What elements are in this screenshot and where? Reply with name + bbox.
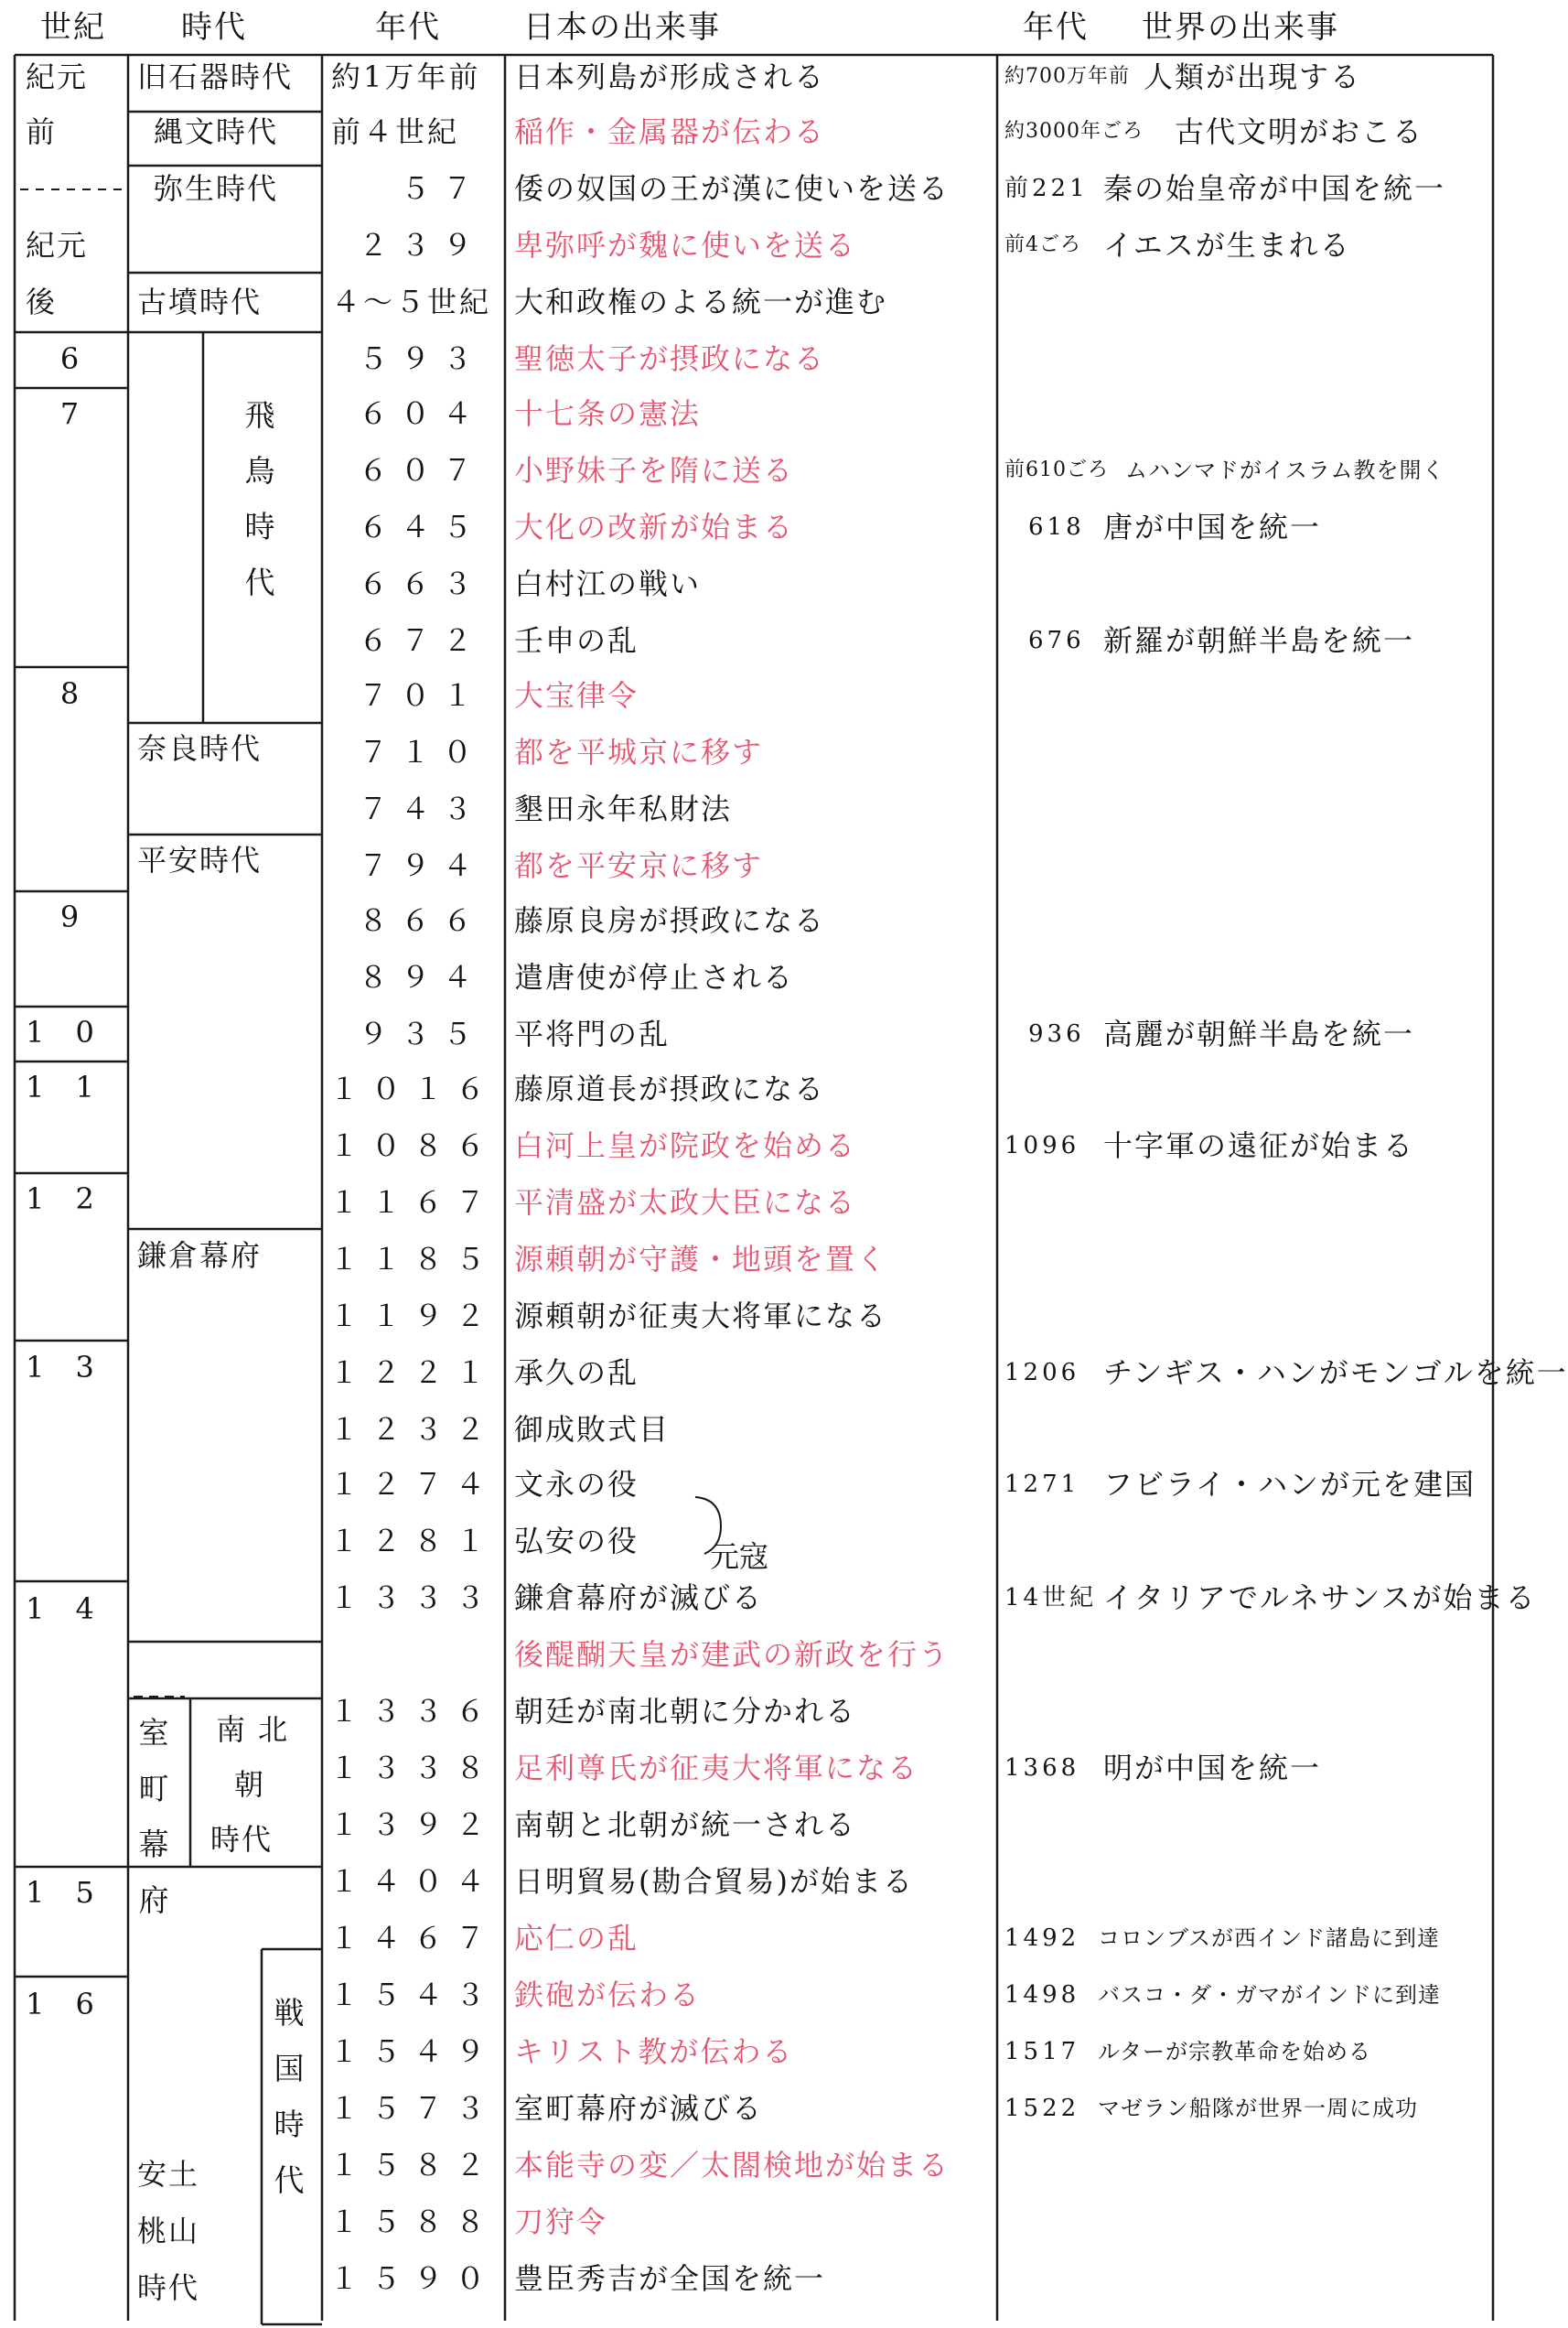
century-label: 紀元 xyxy=(26,59,89,94)
world-year: 前4ごろ xyxy=(1004,233,1081,256)
world-year: 1368 xyxy=(1004,1754,1080,1782)
world-event: チンギス・ハンがモンゴルを統一 xyxy=(1103,1355,1568,1390)
century-label: 6 xyxy=(59,341,81,376)
era-muromachi-char: 府 xyxy=(138,1882,169,1918)
world-event: イエスが生まれる xyxy=(1103,228,1351,263)
japan-event: 豊臣秀吉が全国を統一 xyxy=(514,2261,826,2296)
century-label: 1 1 xyxy=(26,1070,105,1105)
century-label: 1 5 xyxy=(26,1875,105,1910)
header-japan-events: 日本の出来事 xyxy=(523,9,721,46)
world-event: フビライ・ハンが元を建国 xyxy=(1103,1467,1477,1502)
world-year: 約3000年ごろ xyxy=(1004,120,1144,143)
year-cell: ７４３ xyxy=(358,792,485,826)
genko-note: 元寇 xyxy=(710,1539,769,1574)
japan-event: 応仁の乱 xyxy=(514,1921,639,1956)
year-cell: １２３２ xyxy=(329,1412,499,1447)
year-cell: ２３９ xyxy=(358,228,485,263)
japan-event: 源頼朝が守護・地頭を置く xyxy=(514,1242,888,1277)
era-nara: 奈良時代 xyxy=(137,731,263,766)
japan-event: 源頼朝が征夷大将軍になる xyxy=(514,1299,888,1333)
world-year: 1271 xyxy=(1004,1471,1080,1498)
header-era: 時代 xyxy=(181,9,247,46)
world-year: 約700万年前 xyxy=(1004,65,1130,88)
japan-event: 大化の改新が始まる xyxy=(514,510,795,544)
year-cell: ６６３ xyxy=(358,566,485,601)
world-year: 14世紀 xyxy=(1004,1584,1098,1611)
year-cell: １５８２ xyxy=(329,2148,499,2182)
world-event: 十字軍の遠征が始まる xyxy=(1103,1128,1415,1163)
world-year: 1522 xyxy=(1004,2095,1080,2122)
century-label: 1 2 xyxy=(26,1181,105,1216)
japan-event: 南朝と北朝が統一される xyxy=(514,1807,857,1842)
world-event: 秦の始皇帝が中国を統一 xyxy=(1103,171,1446,206)
year-cell: ５７ xyxy=(400,171,485,206)
world-event: イタリアでルネサンスが始まる xyxy=(1103,1580,1537,1615)
japan-event: 鉄砲が伝わる xyxy=(514,1978,702,2012)
era-azuchi: 時代 xyxy=(137,2270,200,2305)
century-label: 後 xyxy=(26,285,58,319)
century-label: 紀元 xyxy=(26,228,89,263)
era-kofun: 古墳時代 xyxy=(137,285,263,319)
world-event: ルターが宗教革命を始める xyxy=(1098,2039,1372,2064)
year-cell: １３３３ xyxy=(329,1580,499,1615)
world-year: 1206 xyxy=(1004,1359,1080,1386)
world-event: 明が中国を統一 xyxy=(1103,1751,1322,1785)
japan-event: 倭の奴国の王が漢に使いを送る xyxy=(514,171,950,206)
japan-event: 都を平安京に移す xyxy=(514,848,764,883)
japan-event: 壬申の乱 xyxy=(514,623,639,658)
world-event: 高麗が朝鮮半島を統一 xyxy=(1103,1017,1415,1051)
world-event: 唐が中国を統一 xyxy=(1103,510,1322,544)
japan-event: 朝廷が南北朝に分かれる xyxy=(514,1694,857,1729)
year-cell: ７０１ xyxy=(358,678,485,713)
japan-event: 本能寺の変／太閤検地が始まる xyxy=(514,2148,950,2182)
year-cell: ６０７ xyxy=(358,453,485,488)
japan-event: 鎌倉幕府が滅びる xyxy=(514,1580,764,1615)
japan-event: 弘安の役 xyxy=(514,1524,639,1558)
era-muromachi-char: 幕 xyxy=(138,1827,169,1862)
japan-event: 小野妹子を隋に送る xyxy=(514,453,795,488)
century-label: 前 xyxy=(26,114,58,149)
world-year: 676 xyxy=(1028,627,1085,654)
era-paleolithic: 旧石器時代 xyxy=(137,59,294,94)
year-cell: 約1万年前 xyxy=(331,59,481,94)
world-year: 1498 xyxy=(1004,1981,1080,2009)
century-label: 1 4 xyxy=(26,1591,105,1626)
year-cell: １５７３ xyxy=(329,2091,499,2126)
world-event: 人類が出現する xyxy=(1144,59,1362,94)
world-event: バスコ・ダ・ガマがインドに到達 xyxy=(1098,1982,1441,2008)
era-yayoi: 弥生時代 xyxy=(154,171,279,206)
era-sengoku-char: 国 xyxy=(274,2051,305,2086)
era-muromachi-char: 町 xyxy=(138,1771,169,1806)
japan-event: 日本列島が形成される xyxy=(514,59,826,94)
era-azuchi: 桃山 xyxy=(137,2214,200,2248)
year-cell: １４６７ xyxy=(329,1921,499,1956)
era-asuka-char: 鳥 xyxy=(244,453,275,489)
year-cell: １２８１ xyxy=(329,1524,499,1558)
japan-event: 刀狩令 xyxy=(514,2204,608,2239)
japan-event: 後醍醐天皇が建武の新政を行う xyxy=(514,1637,950,1672)
world-event: 古代文明がおこる xyxy=(1175,114,1424,149)
japan-event: 藤原道長が摂政になる xyxy=(514,1072,826,1106)
japan-event: 藤原良房が摂政になる xyxy=(514,903,826,938)
japan-event: 大和政権のよる統一が進む xyxy=(514,285,888,319)
world-year: 前610ごろ xyxy=(1004,458,1109,481)
year-cell: 前４世紀 xyxy=(331,114,460,149)
japan-event: 聖徳太子が摂政になる xyxy=(514,341,826,376)
world-event: マゼラン船隊が世界一周に成功 xyxy=(1098,2096,1418,2121)
year-cell: １３３８ xyxy=(329,1751,499,1785)
japan-event: 卑弥呼が魏に使いを送る xyxy=(514,228,857,263)
century-label: 1 0 xyxy=(26,1015,105,1050)
era-nanboku: 朝 xyxy=(234,1767,266,1802)
world-year: 1096 xyxy=(1004,1132,1080,1159)
era-asuka-char: 飛 xyxy=(244,397,275,433)
world-year: 936 xyxy=(1028,1020,1085,1048)
century-label: 7 xyxy=(59,396,81,431)
era-nanboku: 南 北 xyxy=(216,1712,290,1747)
japan-event: 足利尊氏が征夷大将軍になる xyxy=(514,1751,919,1785)
year-cell: ４～５世紀 xyxy=(331,285,492,319)
header-century: 世紀 xyxy=(40,9,106,46)
world-event: ムハンマドがイスラム教を開く xyxy=(1125,458,1445,483)
year-cell: １３３６ xyxy=(329,1694,499,1729)
world-year: 1492 xyxy=(1004,1924,1080,1952)
year-cell: ７１０ xyxy=(358,735,485,770)
era-kamakura: 鎌倉幕府 xyxy=(137,1238,263,1273)
japan-event: 白村江の戦い xyxy=(514,566,702,601)
year-cell: １５８８ xyxy=(329,2204,499,2239)
year-cell: １５４３ xyxy=(329,1978,499,2012)
century-label: 1 3 xyxy=(26,1350,105,1385)
world-year: 1517 xyxy=(1004,2038,1080,2065)
year-cell: １３９２ xyxy=(329,1807,499,1842)
era-azuchi: 安土 xyxy=(137,2157,200,2192)
era-sengoku-char: 時 xyxy=(274,2107,305,2142)
year-cell: １５９０ xyxy=(329,2261,499,2296)
header-world-events: 世界の出来事 xyxy=(1142,9,1339,46)
era-asuka-char: 代 xyxy=(244,565,275,600)
year-cell: １１６７ xyxy=(329,1185,499,1220)
japan-event: 大宝律令 xyxy=(514,678,639,713)
world-year: 前221 xyxy=(1004,175,1089,202)
year-cell: １２２１ xyxy=(329,1355,499,1390)
header-world-year: 年代 xyxy=(1023,9,1089,46)
japan-event: キリスト教が伝わる xyxy=(514,2034,794,2069)
year-cell: ８９４ xyxy=(358,960,485,995)
japan-event: 十七条の憲法 xyxy=(514,396,702,431)
era-heian: 平安時代 xyxy=(137,843,263,878)
year-cell: ７９４ xyxy=(358,848,485,883)
header-year: 年代 xyxy=(375,9,441,46)
year-cell: １４０４ xyxy=(329,1864,499,1899)
year-cell: １２７４ xyxy=(329,1467,499,1502)
year-cell: ６４５ xyxy=(358,510,485,544)
year-cell: ９３５ xyxy=(358,1017,485,1051)
japan-event: 室町幕府が滅びる xyxy=(514,2091,764,2126)
century-label: 8 xyxy=(59,676,81,711)
year-cell: ６０４ xyxy=(358,396,485,431)
japan-event: 遣唐使が停止される xyxy=(514,960,795,995)
century-label: 1 6 xyxy=(26,1987,105,2021)
year-cell: １１８５ xyxy=(329,1242,499,1277)
japan-event: 文永の役 xyxy=(514,1467,639,1502)
era-nanboku: 時代 xyxy=(210,1822,274,1857)
japan-event: 稲作・金属器が伝わる xyxy=(514,114,826,149)
year-cell: ５９３ xyxy=(358,341,485,376)
japan-event: 墾田永年私財法 xyxy=(514,792,733,826)
era-muromachi-char: 室 xyxy=(138,1715,169,1751)
year-cell: ６７２ xyxy=(358,623,485,658)
year-cell: ８６６ xyxy=(358,903,485,938)
world-event: 新羅が朝鮮半島を統一 xyxy=(1103,623,1415,658)
year-cell: １０１６ xyxy=(329,1072,499,1106)
japan-event: 平将門の乱 xyxy=(514,1017,671,1051)
era-sengoku-char: 代 xyxy=(274,2162,305,2198)
japan-event: 都を平城京に移す xyxy=(514,735,764,770)
japan-event: 白河上皇が院政を始める xyxy=(514,1128,857,1163)
year-cell: １５４９ xyxy=(329,2034,499,2069)
japan-event: 日明貿易(勘合貿易)が始まる xyxy=(514,1864,914,1899)
era-jomon: 縄文時代 xyxy=(154,114,279,149)
world-year: 618 xyxy=(1028,513,1085,541)
japan-event: 御成敗式目 xyxy=(514,1412,671,1447)
year-cell: １０８６ xyxy=(329,1128,499,1163)
japan-event: 承久の乱 xyxy=(514,1355,639,1390)
era-sengoku-char: 戦 xyxy=(274,1995,305,2031)
japan-event: 平清盛が太政大臣になる xyxy=(514,1185,857,1220)
year-cell: １１９２ xyxy=(329,1299,499,1333)
world-event: コロンブスが西インド諸島に到達 xyxy=(1098,1925,1441,1951)
era-asuka-char: 時 xyxy=(244,509,275,544)
century-label: 9 xyxy=(59,900,81,934)
